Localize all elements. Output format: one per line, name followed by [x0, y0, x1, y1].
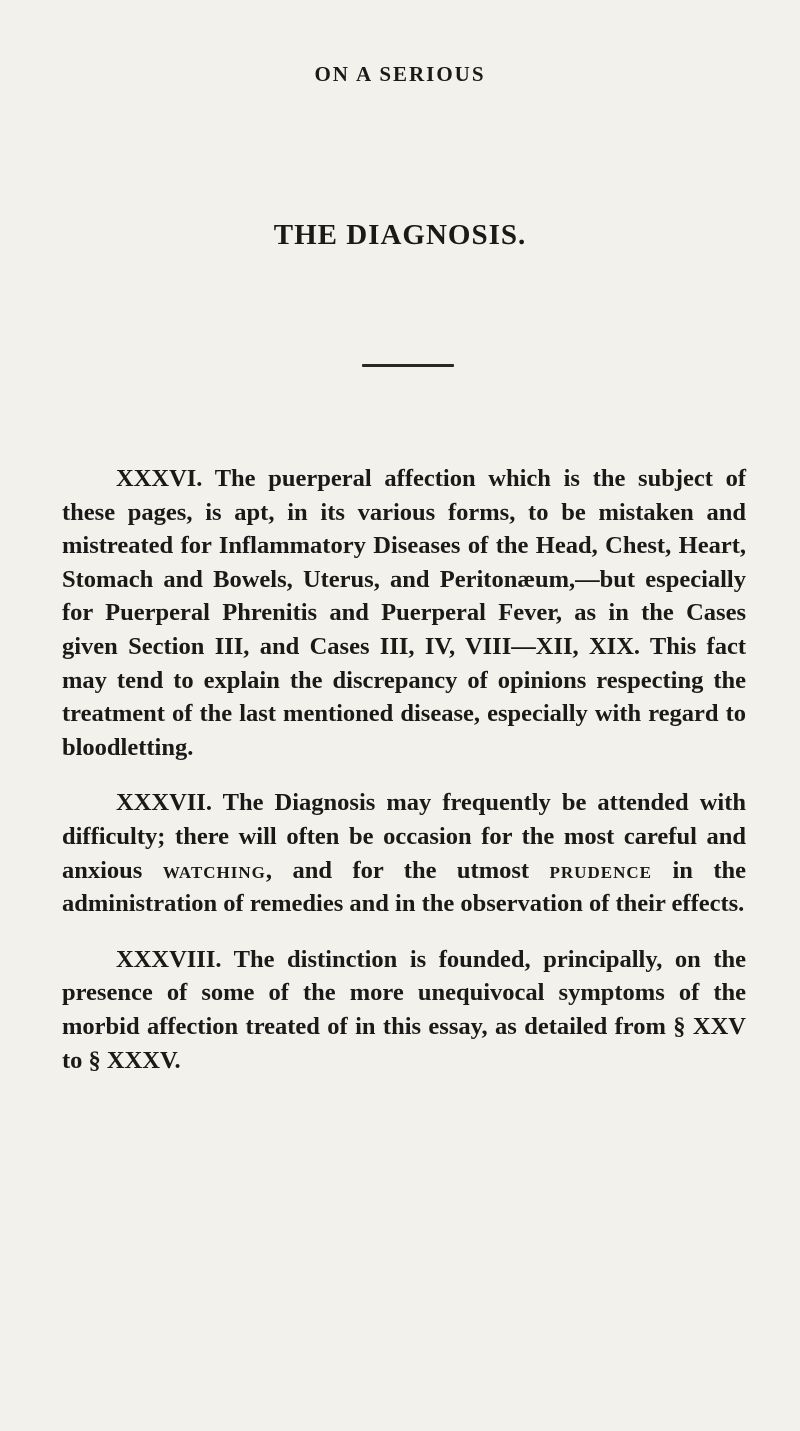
paragraph-number: XXXVII.	[116, 789, 212, 817]
paragraph-number: XXXVIII.	[116, 945, 222, 973]
paragraph-text: The distinction is founded, principally, on the presence of some of the more unequivocal symptoms of the morbid affection treated of in this essay, as detailed from § XXV to § XXXV.	[62, 945, 747, 1074]
paragraph-xxxvii	[62, 786, 746, 920]
emphasis-watching: watching	[162, 856, 266, 884]
title-rule	[362, 364, 454, 367]
paragraph-text: , and for the utmost	[265, 856, 530, 884]
paragraph-number: XXXVI.	[116, 465, 203, 492]
page-body	[62, 462, 746, 1077]
paragraph-text: The puerperal affection which is the subject of these pages, is apt, in its various forms, to be mistaken and mistreated for Inflammatory Diseases of the Head, Chest, Heart, Stomach and Bowels, Uterus, and Peritonæum,—but especially for Puerperal Phrenitis and Puerperal Fever, as in the Cases given Section III, and Cases III, IV, VIII—XII, XIX. This fact may tend to explain the discrepancy of opinions respecting the treatment of the last mentioned disease, especially with regard to bloodletting.	[62, 465, 746, 761]
paragraph-text: The Diagnosis may frequently be attended with difficulty; there will often be occasion for the most careful and anxious	[62, 789, 746, 884]
paragraph-xxxviii	[62, 943, 746, 1077]
emphasis-prudence: prudence	[549, 856, 652, 884]
paragraph-xxxvi	[62, 462, 746, 764]
running-head: ON A SERIOUS	[314, 62, 486, 86]
paragraph-text: in the administration of remedies and in the observation of their effects.	[62, 856, 746, 918]
section-title: THE DIAGNOSIS.	[273, 219, 527, 251]
